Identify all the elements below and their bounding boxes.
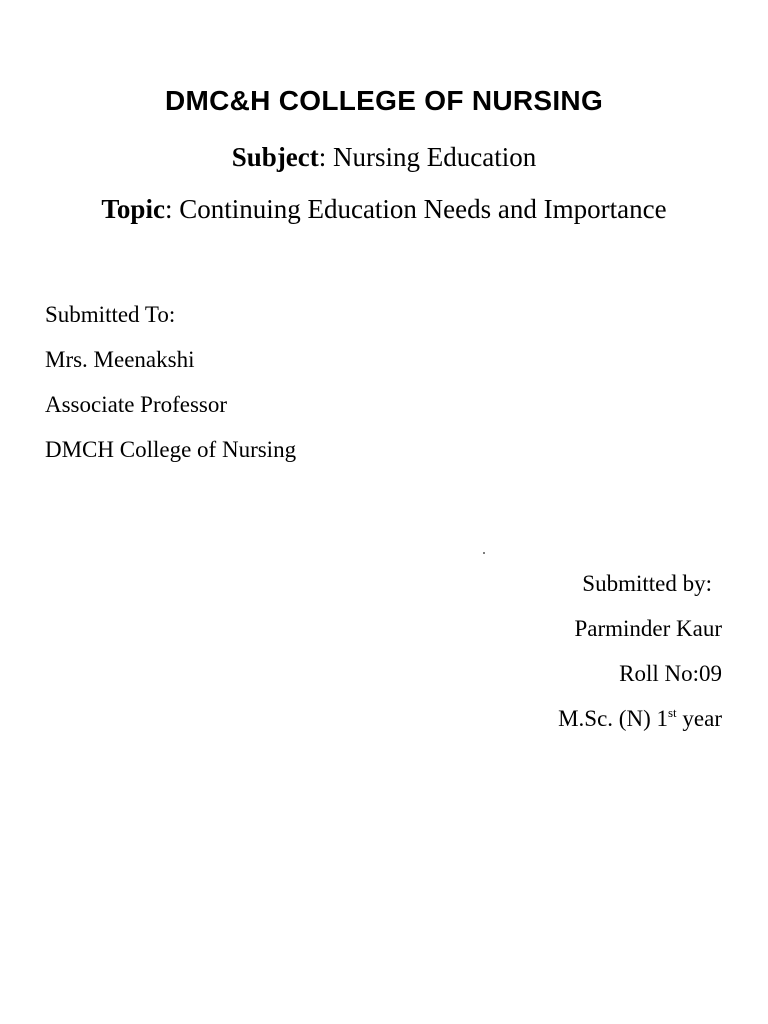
- submitted-by-name: Parminder Kaur: [574, 616, 722, 641]
- submitted-by-block: [558, 561, 722, 741]
- submitted-to-name: Mrs. Meenakshi: [45, 347, 195, 372]
- topic-value: : Continuing Education Needs and Importance: [164, 194, 667, 224]
- topic-line: [0, 193, 768, 225]
- submitted-by-course: [558, 696, 722, 741]
- submitted-by-roll: Roll No:09: [619, 661, 722, 686]
- submitted-by-heading: Submitted by:: [582, 571, 712, 596]
- submitted-to-heading: Submitted To:: [45, 302, 176, 327]
- course-ordinal: st: [668, 705, 677, 720]
- subject-value: : Nursing Education: [318, 142, 537, 172]
- college-title: DMC&H COLLEGE OF NURSING: [164, 85, 604, 116]
- submitted-to-block: [45, 292, 296, 472]
- submitted-to-designation: Associate Professor: [45, 392, 228, 417]
- topic-label: Topic: [101, 194, 165, 224]
- submitted-to-institution: DMCH College of Nursing: [45, 437, 297, 462]
- stray-dot: [483, 552, 485, 554]
- subject-line: [0, 141, 768, 173]
- course-suffix: year: [676, 706, 722, 731]
- course-prefix: M.Sc. (N) 1: [558, 706, 668, 731]
- subject-label: Subject: [231, 142, 319, 172]
